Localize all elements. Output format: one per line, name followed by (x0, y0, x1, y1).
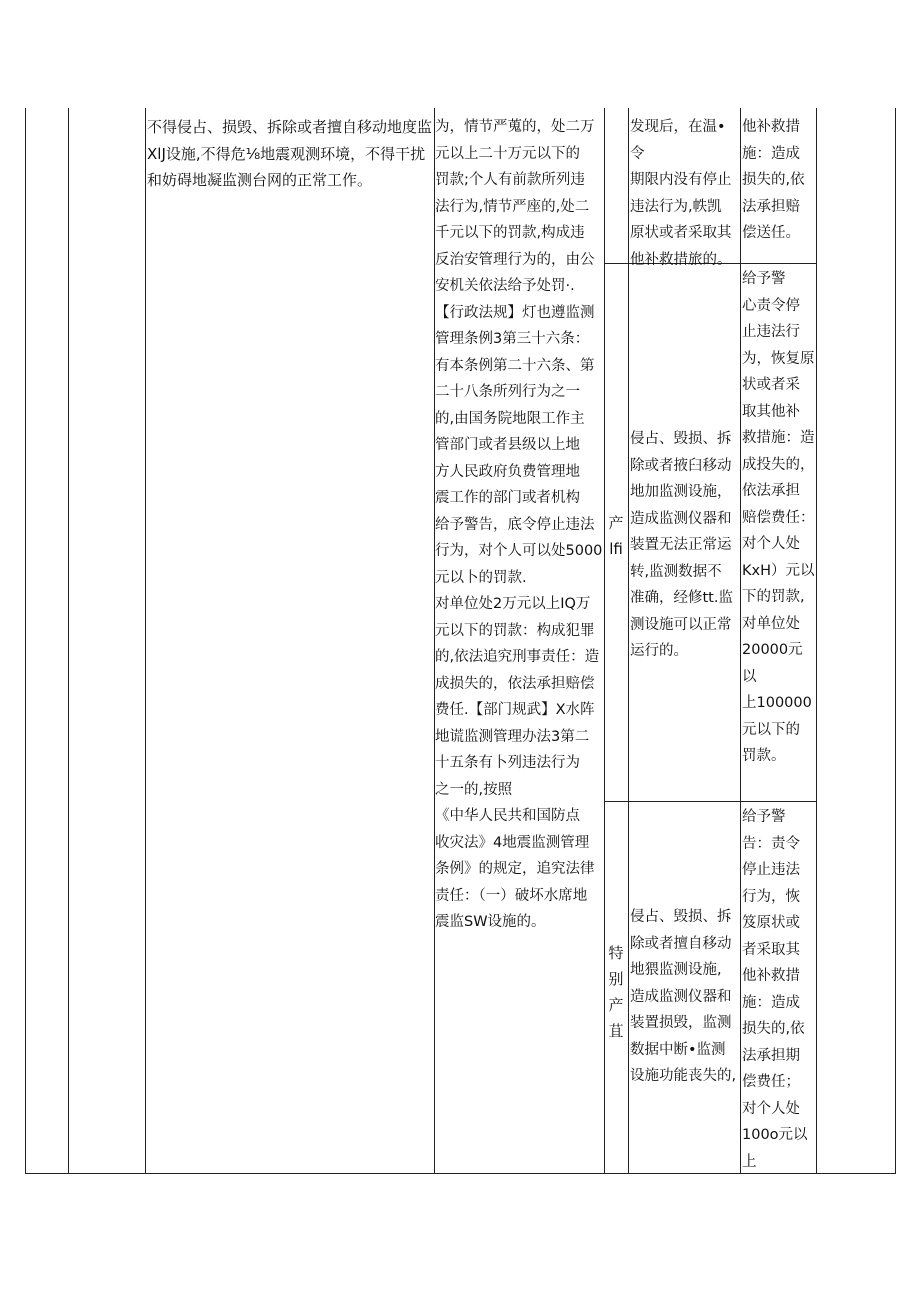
legal-basis-text: 为，情节严蒐的，处二万 元以上二十万元以下的 罚款;个人有前款所列违 法行为,情节严座的,处二 千元以下的罚款,构成违 反治安管理行为的，由公 安机关依法给予处罚·. 【行政法规】灯也遵监测 管理条例3第三十六条： 有本条例第二十六条、第 二十八条所列行为之一 的,由国务院地限工作主 管部门或者县级以上地 方人民政府负费管理地 震工作的部门或者机构 给予警告，底令停止违法 行为，对个人可以处5000 元以卜的罚款. 对单位处2万元以上IQ万 元以下的罚款：构成犯罪 的,依法追究刑事责任：造 成损失的，依法承担赔偿 费任.【部门规武】X水阵 地谎监测管理办法3第二 十五条有卜列违法行为 之一的,按照 《中华人民共和国防点 收灾法》4地震监测管理 条例》的规定，追究法律 责任：（一）破坏水席地 震监SW设施的。 (435, 119, 603, 930)
table-column-divider (145, 108, 146, 1174)
severity-grade-label: 产 lfi (608, 514, 624, 558)
table-column-divider (740, 108, 741, 1174)
table-border-right (895, 108, 896, 1174)
table-border-left (25, 108, 26, 1174)
violation-circumstance-text: 侵占、毁损、拆 除或者掖臼移动 地加监测设施， 造成监测仪器和 装置无法正常运 转,监测数据不 准确，经修tt.监 测设施可以正常 运行的。 (630, 431, 733, 659)
penalty-text: 他补救措 施：造成 损失的,依 法承担赔 偿送任。 (742, 119, 805, 241)
penalty-text: 给予警 心责令停 止违法行 为，恢复原 状或者采 取其他补 救措施：造 成投失的， 依法承担 赔偿费任： 对个人处 KxH）元以 下的罚款, 对单位处 20000元以 上100000 元以下的 罚款。 (742, 271, 815, 764)
prohibition-text: 不得侵占、损毁、拆除或者擅自移动地度监 XlJ设施,不得危⅛地震观测环境，不得干扰 和妨碍地凝监测台网的正常工作。 (147, 118, 433, 189)
violation-circumstance-text: 发现后，在温•令 期限内没有停止 违法行为,帙凯 原状或者采取其 他补救措旅的。 (630, 119, 732, 268)
severity-grade-label: 特 别 产 苴 (608, 944, 624, 1040)
table-column-divider (628, 108, 629, 1174)
row-divider (604, 801, 816, 802)
table-column-divider (816, 108, 817, 1174)
table-column-divider (68, 108, 69, 1174)
penalty-text: 给予警 告：责令 停止违法 行为，恢 笈原状或 者采取其 他补救措 施：造成 损失的,依 法承担期 偿费任； 对个人处 100o元以 上 (742, 809, 808, 1170)
violation-circumstance-text: 侵占、毁损、拆 除或者擅自移动 地猥监测设施, 造成监测仪器和 装置损毁，监测 数据中断•监测 设施功能丧失的, (630, 909, 737, 1084)
